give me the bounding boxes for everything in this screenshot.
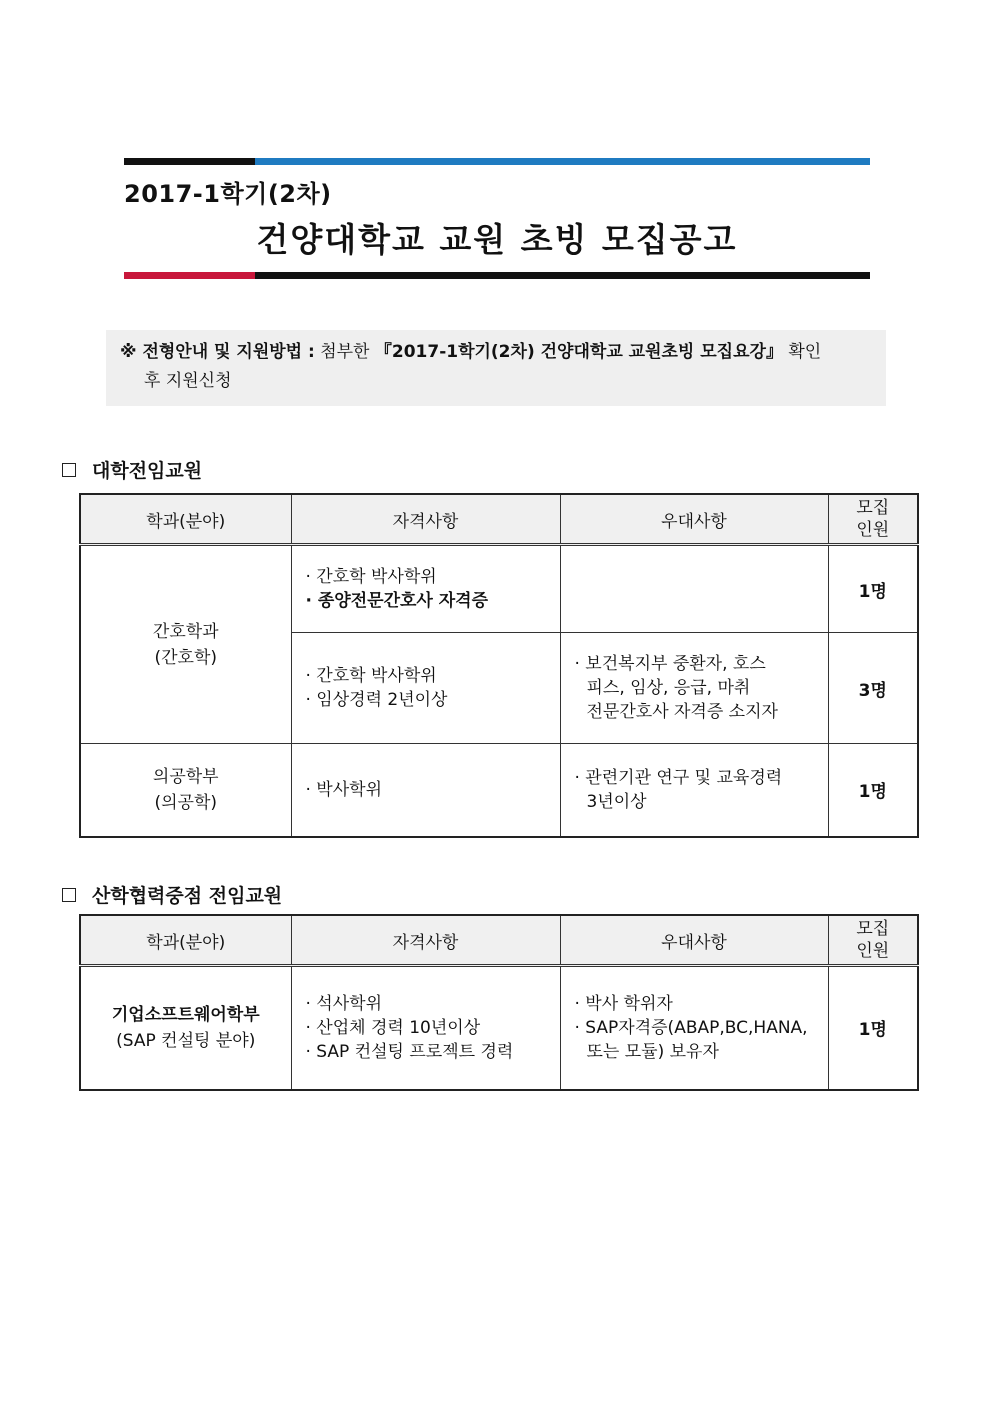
col-header-quals: 자격사항 (291, 915, 560, 966)
quals-cell (291, 545, 560, 633)
section-heading-label: 산학협력중점 전임교원 (92, 885, 283, 907)
count-cell: 1명 (828, 744, 918, 837)
qual-item: · 임상경력 2년이상 (305, 690, 448, 710)
col-header-dept: 학과(분야) (80, 915, 291, 966)
table-row (80, 744, 918, 837)
quals-cell (291, 744, 560, 837)
dept-field: (간호학) (154, 647, 218, 668)
dept-name: 의공학부 (152, 766, 219, 787)
dept-name: 간호학과 (152, 621, 219, 642)
qual-item: · 종양전문간호사 자격증 (305, 591, 489, 611)
dept-field: (SAP 컨설팅 분야) (116, 1030, 256, 1051)
title-block (124, 158, 870, 282)
qual-item: · 석사학위 (305, 993, 382, 1014)
dept-cell (80, 966, 291, 1090)
count-cell: 1명 (828, 545, 918, 633)
page-subtitle: 2017-1학기(2차) (124, 180, 332, 208)
pref-item: · SAP자격증(ABAP,BC,HANA, (574, 1017, 808, 1038)
dept-field: (의공학) (154, 792, 218, 813)
pref-item: 피스, 임상, 응급, 마취 (586, 678, 751, 698)
qual-item: · SAP 컨설팅 프로젝트 경력 (305, 1041, 514, 1062)
page-title: 건양대학교 교원 초빙 모집공고 (256, 220, 738, 259)
quals-cell (291, 633, 560, 744)
notice-line-2: 후 지원신청 (144, 371, 232, 391)
section-heading-faculty (62, 456, 202, 483)
industry-table (79, 914, 919, 1091)
notice-line-1 (120, 338, 872, 367)
col-header-count: 모집 인원 (828, 915, 918, 966)
prefs-cell (560, 633, 828, 744)
prefs-cell (560, 545, 828, 633)
qual-item: · 박사학위 (305, 779, 382, 800)
dept-cell (80, 744, 291, 837)
col-header-prefs: 우대사항 (560, 494, 828, 545)
notice-suffix: 확인 (782, 342, 822, 362)
pref-item: · 박사 학위자 (574, 993, 673, 1014)
notice-box (106, 330, 886, 406)
qual-item: · 간호학 박사학위 (305, 666, 437, 686)
faculty-table (79, 493, 919, 838)
count-cell: 3명 (828, 633, 918, 744)
pref-item: · 관련기관 연구 및 교육경력 (574, 767, 783, 788)
table-row (80, 966, 918, 1090)
qual-item: · 간호학 박사학위 (305, 567, 437, 587)
dept-name: 기업소프트웨어학부 (111, 1004, 260, 1025)
pref-item: 3년이상 (586, 791, 647, 812)
bottom-rule (124, 272, 870, 279)
notice-doc: 『2017-1학기(2차) 건양대학교 교원초빙 모집요강』 (374, 342, 783, 362)
col-header-dept: 학과(분야) (80, 494, 291, 545)
qual-item: · 산업체 경력 10년이상 (305, 1017, 481, 1038)
prefs-cell (560, 966, 828, 1090)
col-header-prefs: 우대사항 (560, 915, 828, 966)
pref-item: 또는 모듈) 보유자 (586, 1041, 719, 1062)
checkbox-icon (62, 888, 76, 902)
prefs-cell (560, 744, 828, 837)
pref-item: · 보건복지부 중환자, 호스 (574, 654, 766, 674)
pref-item: 전문간호사 자격증 소지자 (586, 702, 778, 722)
checkbox-icon (62, 463, 76, 477)
section-heading-label: 대학전임교원 (92, 460, 203, 482)
quals-cell (291, 966, 560, 1090)
section-heading-industry (62, 881, 282, 908)
top-rule (124, 158, 870, 165)
dept-cell (80, 545, 291, 744)
notice-text: 첨부한 (314, 342, 375, 362)
count-cell: 1명 (828, 966, 918, 1090)
col-header-count: 모집 인원 (828, 494, 918, 545)
col-header-quals: 자격사항 (291, 494, 560, 545)
table-row (80, 545, 918, 633)
notice-prefix: ※ 전형안내 및 지원방법 : (120, 342, 315, 362)
